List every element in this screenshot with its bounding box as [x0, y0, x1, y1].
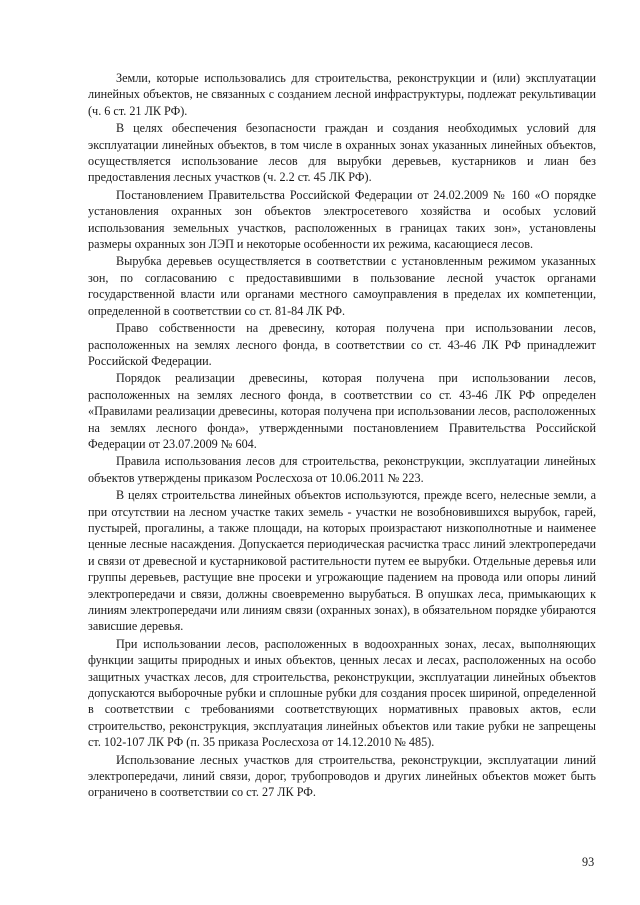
paragraph-5: Право собственности на древесину, которая получена при использовании лесов, расположенных на землях лесного фонда, в соответствии со ст. 43-46 ЛК РФ принадлежит Российской Федерации.: [88, 321, 596, 368]
paragraph-1: Земли, которые использовались для строительства, реконструкции и (или) эксплуатации линейных объектов, не связанных с созданием лесной инфраструктуры, подлежат рекультивации (ч. 6 ст. 21 ЛК РФ).: [88, 71, 596, 118]
paragraph-7: Правила использования лесов для строительства, реконструкции, эксплуатации линейных объектов утверждены приказом Рослесхоза от 10.06.2011 № 223.: [88, 454, 596, 485]
paragraph-4: Вырубка деревьев осуществляется в соответствии с установленным режимом указанных зон, по согласованию с предоставившими в пользование лесной участок органами государственной власти или органами местного самоуправления в пределах их компетенции, определенной в соответствии со ст. 81-84 ЛК РФ.: [88, 254, 596, 318]
paragraph-10: Использование лесных участков для строительства, реконструкции, эксплуатации линий электропередачи, линий связи, дорог, трубопроводов и других линейных объектов может быть ограничено в соответствии со ст. 27 ЛК РФ.: [88, 752, 596, 800]
paragraph-8: В целях строительства линейных объектов используются, прежде всего, нелесные земли, а при отсутствии на лесном участке таких земель - участки не возобновившихся вырубок, гарей, пустырей, прогалины, а также площади, на которых произрастают низкополнотные и наименее ценные лесные насаждения. Допускается периодическая расчистка трасс линий электропередачи и связи от древесной и кустарниковой растительности путем ее вырубки. Отдельные деревья или группы деревьев, растущие вне просеки и угрожающие падением на провода или опоры линий электропередачи и связи, должны своевременно вырубаться. В опушках леса, примыкающих к линиям электропередачи или линиям связи (охранных зонах), в обязательном порядке убираются зависшие деревья.: [88, 488, 596, 634]
paragraph-2: В целях обеспечения безопасности граждан и создания необходимых условий для эксплуатации линейных объектов, в том числе в охранных зонах указанных линейных объектов, осуществляется использование лесов для вырубки деревьев, кустарников и лиан без предоставления лесных участков (ч. 2.2 ст. 45 ЛК РФ).: [88, 121, 596, 185]
document-body: [88, 70, 596, 802]
paragraph-3: Постановлением Правительства Российской Федерации от 24.02.2009 № 160 «О порядке установления охранных зон объектов электросетевого хозяйства и особых условий использования земельных участков, расположенных в границах таких зон», установлены размеры охранных зон ЛЭП и некоторые особенности их режима, касающиеся лесов.: [88, 187, 596, 252]
paragraph-9: При использовании лесов, расположенных в водоохранных зонах, лесах, выполняющих функции защиты природных и иных объектов, ценных лесах и лесах, расположенных на особо защитных участках лесов, для строительства, реконструкции, эксплуатации линейных объектов допускаются выборочные рубки и сплошные рубки для создания просек шириной, определенной в соответствии с требованиями соответствующих нормативных правовых актов, если строительство, реконструкция, эксплуатация линейных объектов или такие рубки не запрещены ст. 102-107 ЛК РФ (п. 35 приказа Рослесхоза от 14.12.2010 № 485).: [88, 636, 596, 750]
paragraph-6: Порядок реализации древесины, которая получена при использовании лесов, расположенных на землях лесного фонда, в соответствии со ст. 43-46 ЛК РФ определен «Правилами реализации древесины, которая получена при использовании лесов, расположенных на землях лесного фонда», утвержденными постановлением Правительства Российской Федерации от 23.07.2009 № 604.: [88, 371, 596, 451]
page-number: 93: [582, 855, 595, 869]
